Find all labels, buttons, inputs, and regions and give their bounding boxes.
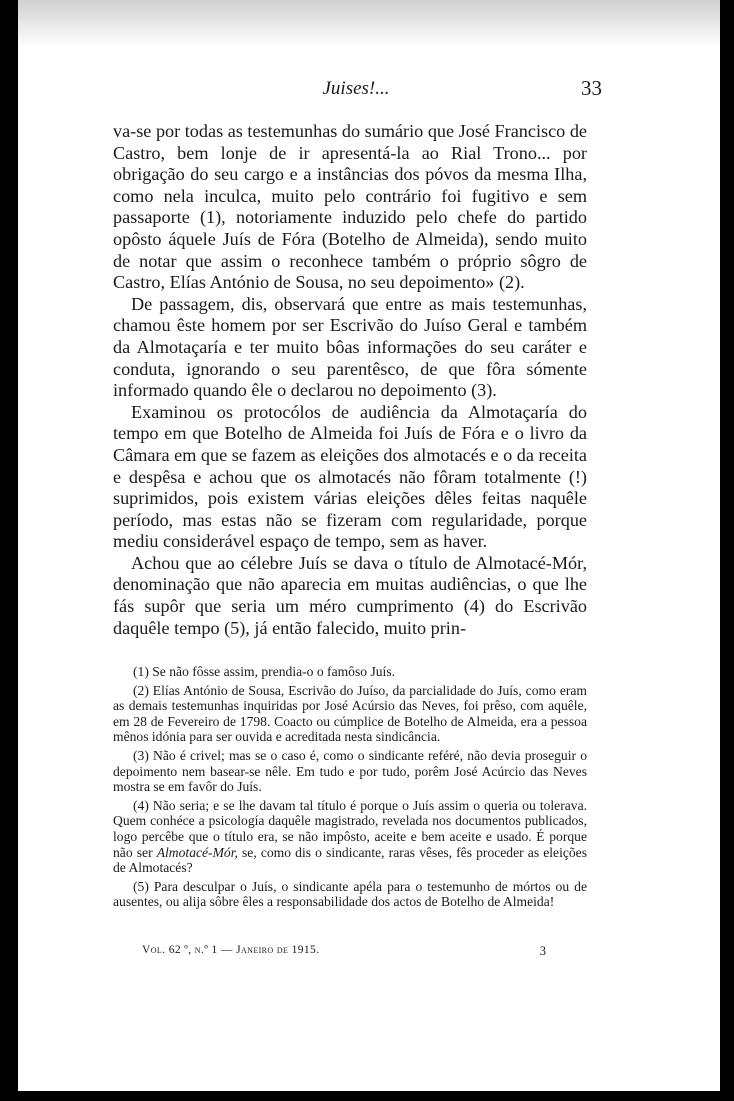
- page-footer: [142, 944, 546, 962]
- footnotes: [113, 664, 587, 913]
- scan-bottom-border: [0, 1091, 734, 1101]
- footnote-4-text: (4) Não seria; e se lhe davam tal título é porque o Juís assim o queria ou tolerava. Quem conhéce a psicología daquêle magistrado, revelada nos documentos publicados, logo percêbe que o título era, se não impôsto, aceite e bem aceite e usado. É porque não ser: [113, 797, 587, 860]
- paragraph: De passagem, dis, observará que entre as mais testemunhas, chamou êste homem por ser Escrivão do Juíso Geral e também da Almotaçaría e ter muito bôas informações do seu caráter e conduta, ignorando o seu parentêsco, de que fôra sómente informado quando êle o declarou no depoimento (3).: [113, 293, 587, 401]
- page-number: 33: [581, 76, 602, 100]
- paragraph: Achou que ao célebre Juís se dava o título de Almotacé-Mór, denominação que não aparecia em muitas audiências, o que lhe fás supôr que seria um méro cumprimento (4) do Escrivão daquêle tempo (5), já então falecido, muito prin-: [113, 552, 587, 638]
- paragraph: Examinou os protocólos de audiência da Almotaçaría do tempo em que Botelho de Almeida foi Juís de Fóra e o livro da Câmara em que se fazem as eleições dos almotacés e o da receita e despêsa e achou que os almotacés não fôram totalmente (!) suprimidos, pois existem várias eleições dêles feitas naquêle período, mas estas não se fizeram com regularidade, porque mediu considerável espaço de tempo, sem as haver.: [113, 401, 587, 552]
- running-title: Juises!...: [322, 78, 390, 99]
- footnote-3: (3) Não é crivel; mas se o caso é, como o sindicante reféré, não devia proseguir o depoimento nem basear-se nêle. Em tudo e por tudo, porêm José Acúrcio das Neves mostra se em favôr do Juís.: [113, 747, 587, 795]
- main-text: [113, 121, 587, 639]
- footnote-2: (2) Elías António de Sousa, Escrivão do Juíso, da parcialidade do Juís, como eram as demais testemunhas inquiridas por José Acúrsio das Neves, foi prêso, com aquêle, em 28 de Fevereiro de 1798. Coacto ou cúmplice de Botelho de Almeida, era a pessoa mênos idónia para ser ouvida e acreditada nesta sindicância.: [113, 682, 587, 745]
- footnote-4: [113, 798, 587, 876]
- signature-mark: 3: [539, 944, 546, 958]
- footnote-4-text-end: se, como dis o sindicante, raras vêses, fês proceder as eleições de Almotacés?: [113, 844, 587, 876]
- scan-top-edge: [0, 0, 734, 48]
- page-header: [110, 76, 602, 104]
- footnote-4-italic-term: Almotacé-Mór,: [156, 844, 238, 860]
- footnote-5: (5) Para desculpar o Juís, o sindicante apéla para o testemunho de mórtos ou de ausentes, ou alija sôbre êles a responsabilidade dos actos de Botelho de Almeida!: [113, 878, 587, 910]
- footnote-1: (1) Se não fôsse assim, prendia-o o famôso Juís.: [133, 664, 396, 679]
- volume-line: Vol. 62 º, n.º 1 — Janeiro de 1915.: [142, 944, 320, 956]
- scan-left-border: [0, 0, 18, 1101]
- paragraph: va-se por todas as testemunhas do sumário que José Francisco de Castro, bem lonje de ir apresentá-la ao Rial Trono... por obrigação do seu cargo e a instâncias dos póvos da mesma Ilha, como nela inculca, muito pelo contrário foi fugitivo e sem passaporte (1), notoriamente induzido pelo chefe do partido opôsto áquele Juís de Fóra (Botelho de Almeida), sendo muito de notar que assim o reconhece também o próprio sôgro de Castro, Elías António de Sousa, no seu depoimento» (2).: [113, 121, 587, 293]
- scan-right-border: [720, 0, 734, 1101]
